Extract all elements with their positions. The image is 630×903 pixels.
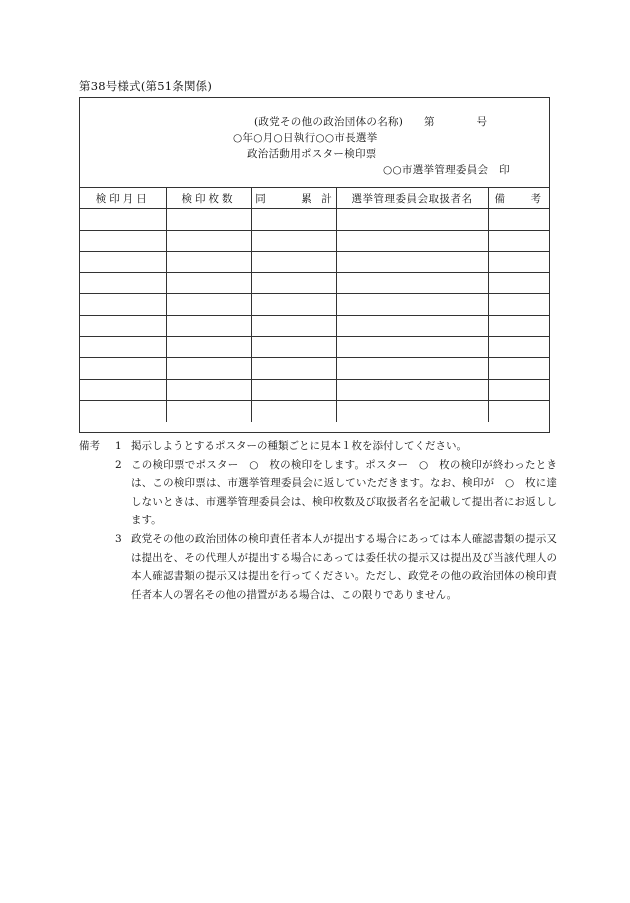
table-cell[interactable] bbox=[80, 251, 166, 272]
note-number: 1 bbox=[115, 440, 122, 452]
note-1 bbox=[115, 437, 557, 456]
table-cell[interactable] bbox=[336, 400, 488, 421]
inspection-form-box bbox=[79, 97, 550, 433]
table-row bbox=[80, 337, 549, 358]
table-cell[interactable] bbox=[80, 400, 166, 421]
table-cell[interactable] bbox=[166, 209, 251, 230]
table-row bbox=[80, 209, 549, 230]
table-cell[interactable] bbox=[166, 358, 251, 379]
inspection-table bbox=[80, 187, 549, 422]
table-cell[interactable] bbox=[251, 337, 336, 358]
table-cell[interactable] bbox=[336, 379, 488, 400]
table-cell[interactable] bbox=[336, 294, 488, 315]
form-number: 第38号様式(第51条関係) bbox=[79, 79, 213, 93]
table-cell[interactable] bbox=[488, 337, 549, 358]
table-cell[interactable] bbox=[336, 273, 488, 294]
table-cell[interactable] bbox=[488, 209, 549, 230]
table-cell[interactable] bbox=[166, 315, 251, 336]
table-cell[interactable] bbox=[488, 379, 549, 400]
table-row bbox=[80, 358, 549, 379]
note-text: この検印票でポスター ○ 枚の検印をします。ポスター ○ 枚の検印が終わったときは、この検印票は、市選挙管理委員会に返していただきます。なお、検印が ○ 枚に達しないときは、市選挙管理委員会は、検印枚数及び取扱者名を記載して提出者にお返しします。 bbox=[131, 458, 557, 527]
table-cell[interactable] bbox=[80, 315, 166, 336]
notes-label: 備考 bbox=[79, 440, 100, 452]
note-number: 2 bbox=[115, 458, 122, 471]
table-cell[interactable] bbox=[251, 230, 336, 251]
election-name: ○年○月○日執行○○市長選挙 bbox=[233, 132, 378, 144]
table-cell[interactable] bbox=[488, 251, 549, 272]
col-handler-name: 選挙管理委員会取扱者名 bbox=[336, 188, 488, 209]
note-number: 3 bbox=[115, 533, 122, 545]
table-header-row bbox=[80, 188, 549, 209]
table-cell[interactable] bbox=[488, 294, 549, 315]
table-cell[interactable] bbox=[251, 358, 336, 379]
table-cell[interactable] bbox=[251, 315, 336, 336]
col-remarks bbox=[488, 188, 549, 209]
table-cell[interactable] bbox=[166, 230, 251, 251]
table-cell[interactable] bbox=[80, 294, 166, 315]
table-cell[interactable] bbox=[336, 209, 488, 230]
table-cell[interactable] bbox=[251, 273, 336, 294]
table-cell[interactable] bbox=[251, 209, 336, 230]
table-cell[interactable] bbox=[251, 379, 336, 400]
table-row bbox=[80, 400, 549, 421]
form-title: 政治活動用ポスター検印票 bbox=[247, 148, 377, 160]
table-cell[interactable] bbox=[80, 230, 166, 251]
number-label: 第 号 bbox=[424, 116, 487, 128]
col-inspection-count: 検印枚数 bbox=[166, 188, 251, 209]
table-cell[interactable] bbox=[251, 400, 336, 421]
col-remarks-char-1: 備 bbox=[494, 192, 505, 205]
committee-seal: ○○市選挙管理委員会 印 bbox=[383, 164, 510, 176]
table-cell[interactable] bbox=[488, 273, 549, 294]
note-3 bbox=[115, 530, 557, 604]
table-cell[interactable] bbox=[166, 400, 251, 421]
table-row bbox=[80, 379, 549, 400]
table-cell[interactable] bbox=[488, 358, 549, 379]
table-cell[interactable] bbox=[336, 358, 488, 379]
table-cell[interactable] bbox=[80, 379, 166, 400]
table-cell[interactable] bbox=[336, 337, 488, 358]
table-cell[interactable] bbox=[80, 273, 166, 294]
table-cell[interactable] bbox=[251, 251, 336, 272]
table-row bbox=[80, 251, 549, 272]
note-2 bbox=[115, 456, 557, 530]
table-cell[interactable] bbox=[166, 379, 251, 400]
table-row bbox=[80, 273, 549, 294]
table-cell[interactable] bbox=[166, 251, 251, 272]
table-cell[interactable] bbox=[336, 251, 488, 272]
table-row bbox=[80, 230, 549, 251]
note-text: 掲示しようとするポスターの種類ごとに見本１枚を添付してください。 bbox=[131, 440, 467, 452]
table-cell[interactable] bbox=[166, 337, 251, 358]
table-cell[interactable] bbox=[336, 315, 488, 336]
party-name-label: (政党その他の政治団体の名称) bbox=[254, 116, 404, 128]
table-cell[interactable] bbox=[80, 358, 166, 379]
table-cell[interactable] bbox=[488, 230, 549, 251]
table-row bbox=[80, 294, 549, 315]
table-cell[interactable] bbox=[80, 209, 166, 230]
note-text: 政党その他の政治団体の検印責任者本人が提出する場合にあっては本人確認書類の提示又は提出を、その代理人が提出する場合にあっては委任状の提示又は提出及び当該代理人の本人確認書類の提示又は提出を行ってください。ただし、政党その他の政治団体の検印責任者本人の署名その他の措置がある場合は、この限りでありません。 bbox=[131, 533, 557, 601]
col-cumulative: 同 累 計 bbox=[251, 188, 336, 209]
table-cell[interactable] bbox=[488, 315, 549, 336]
table-row bbox=[80, 315, 549, 336]
table-cell[interactable] bbox=[336, 230, 488, 251]
table-cell[interactable] bbox=[251, 294, 336, 315]
table-cell[interactable] bbox=[80, 337, 166, 358]
col-inspection-date: 検印月日 bbox=[80, 188, 166, 209]
table-cell[interactable] bbox=[166, 294, 251, 315]
col-remarks-char-2: 考 bbox=[530, 192, 541, 205]
table-cell[interactable] bbox=[488, 400, 549, 421]
table-cell[interactable] bbox=[166, 273, 251, 294]
